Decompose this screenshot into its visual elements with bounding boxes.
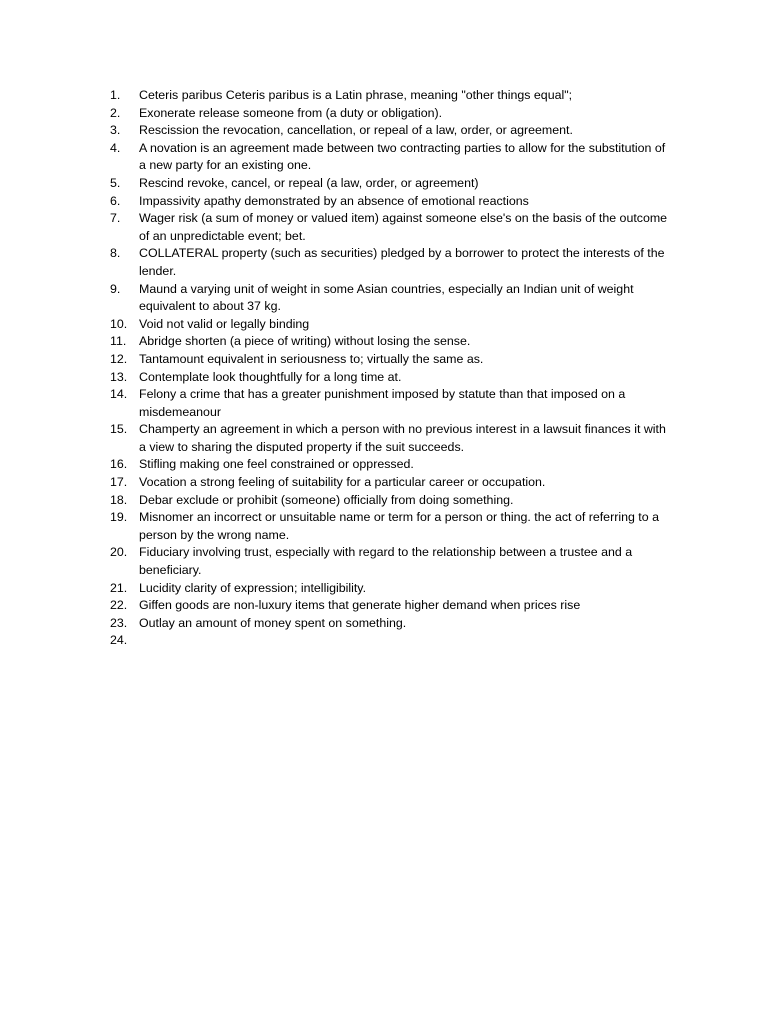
list-number: 3. [110, 123, 121, 138]
list-item [110, 333, 675, 351]
list-text: Wager risk (a sum of money or valued item) against someone else's on the basis of the outcome of an unpredictable event; bet. [139, 211, 668, 243]
list-number: 22. [110, 598, 128, 613]
list-item [110, 492, 675, 510]
list-number: 17. [110, 475, 128, 490]
list-text: Rescission the revocation, cancellation, or repeal of a law, order, or agreement. [139, 123, 573, 138]
list-item [110, 369, 675, 387]
list-text: Lucidity clarity of expression; intelligibility. [139, 580, 367, 595]
list-number: 15. [110, 422, 128, 437]
list-item [110, 210, 675, 245]
list-number: 13. [110, 369, 128, 384]
list-item [110, 140, 675, 175]
list-item [110, 421, 675, 456]
list-item [110, 351, 675, 369]
list-text: A novation is an agreement made between two contracting parties to allow for the substitution of a new party for an existing one. [139, 140, 666, 173]
list-text: Misnomer an incorrect or unsuitable name or term for a person or thing. the act of referring to a person by the wrong name. [139, 510, 659, 542]
list-item [110, 245, 675, 280]
list-item [110, 281, 675, 316]
list-item [110, 544, 675, 579]
list-number: 19. [110, 510, 128, 525]
list-number: 20. [110, 545, 128, 560]
list-text: Impassivity apathy demonstrated by an absence of emotional reactions [139, 193, 529, 208]
list-item [110, 316, 675, 334]
list-number: 21. [110, 580, 128, 595]
list-number: 7. [110, 211, 121, 226]
list-text: Stifling making one feel constrained or oppressed. [139, 457, 414, 472]
list-item [110, 105, 675, 123]
list-text: COLLATERAL property (such as securities) pledged by a borrower to protect the interests of the lender. [139, 246, 665, 278]
numbered-list [110, 87, 675, 650]
list-number: 6. [110, 193, 121, 208]
list-number: 18. [110, 492, 128, 507]
list-item [110, 632, 675, 650]
list-text: Ceteris paribus Ceteris paribus is a Latin phrase, meaning "other things equal"; [139, 88, 573, 102]
list-number: 11. [110, 334, 127, 349]
list-number: 2. [110, 105, 121, 120]
list-text: Rescind revoke, cancel, or repeal (a law, order, or agreement) [139, 175, 479, 190]
list-text: Outlay an amount of money spent on something. [139, 615, 407, 630]
list-number: 9. [110, 281, 121, 296]
list-text: Contemplate look thoughtfully for a long time at. [139, 369, 402, 384]
list-text: Tantamount equivalent in seriousness to; virtually the same as. [139, 351, 484, 366]
list-number: 1. [110, 88, 121, 102]
list-number: 14. [110, 387, 128, 402]
list-item [110, 87, 675, 105]
list-item [110, 615, 675, 633]
list-item [110, 580, 675, 598]
list-item [110, 456, 675, 474]
list-item [110, 474, 675, 492]
list-text: Giffen goods are non-luxury items that generate higher demand when prices rise [139, 598, 581, 613]
list-text: Debar exclude or prohibit (someone) officially from doing something. [139, 492, 514, 507]
list-item [110, 175, 675, 193]
list-number: 8. [110, 246, 121, 261]
list-item [110, 386, 675, 421]
list-item [110, 509, 675, 544]
list-item [110, 122, 675, 140]
list-item [110, 597, 675, 615]
list-text: Champerty an agreement in which a person with no previous interest in a lawsuit finances it with a view to sharing the disputed property if the suit succeeds. [139, 422, 666, 454]
list-text: Vocation a strong feeling of suitability for a particular career or occupation. [139, 475, 546, 490]
list-number: 10. [110, 316, 128, 331]
list-item [110, 193, 675, 211]
list-text: Exonerate release someone from (a duty or obligation). [139, 105, 443, 120]
list-number: 5. [110, 175, 121, 190]
list-text: Maund a varying unit of weight in some Asian countries, especially an Indian unit of weight equivalent to about 37 kg. [139, 281, 634, 314]
list-text: Void not valid or legally binding [139, 316, 310, 331]
list-number: 16. [110, 457, 128, 472]
list-number: 12. [110, 351, 128, 366]
list-number: 4. [110, 140, 121, 155]
list-text: Abridge shorten (a piece of writing) without losing the sense. [139, 334, 471, 349]
list-number: 24. [110, 633, 128, 648]
list-text: Fiduciary involving trust, especially with regard to the relationship between a trustee and a beneficiary. [139, 545, 633, 578]
list-number: 23. [110, 615, 128, 630]
list-text: Felony a crime that has a greater punishment imposed by statute than that imposed on a misdemeanour [139, 387, 626, 419]
